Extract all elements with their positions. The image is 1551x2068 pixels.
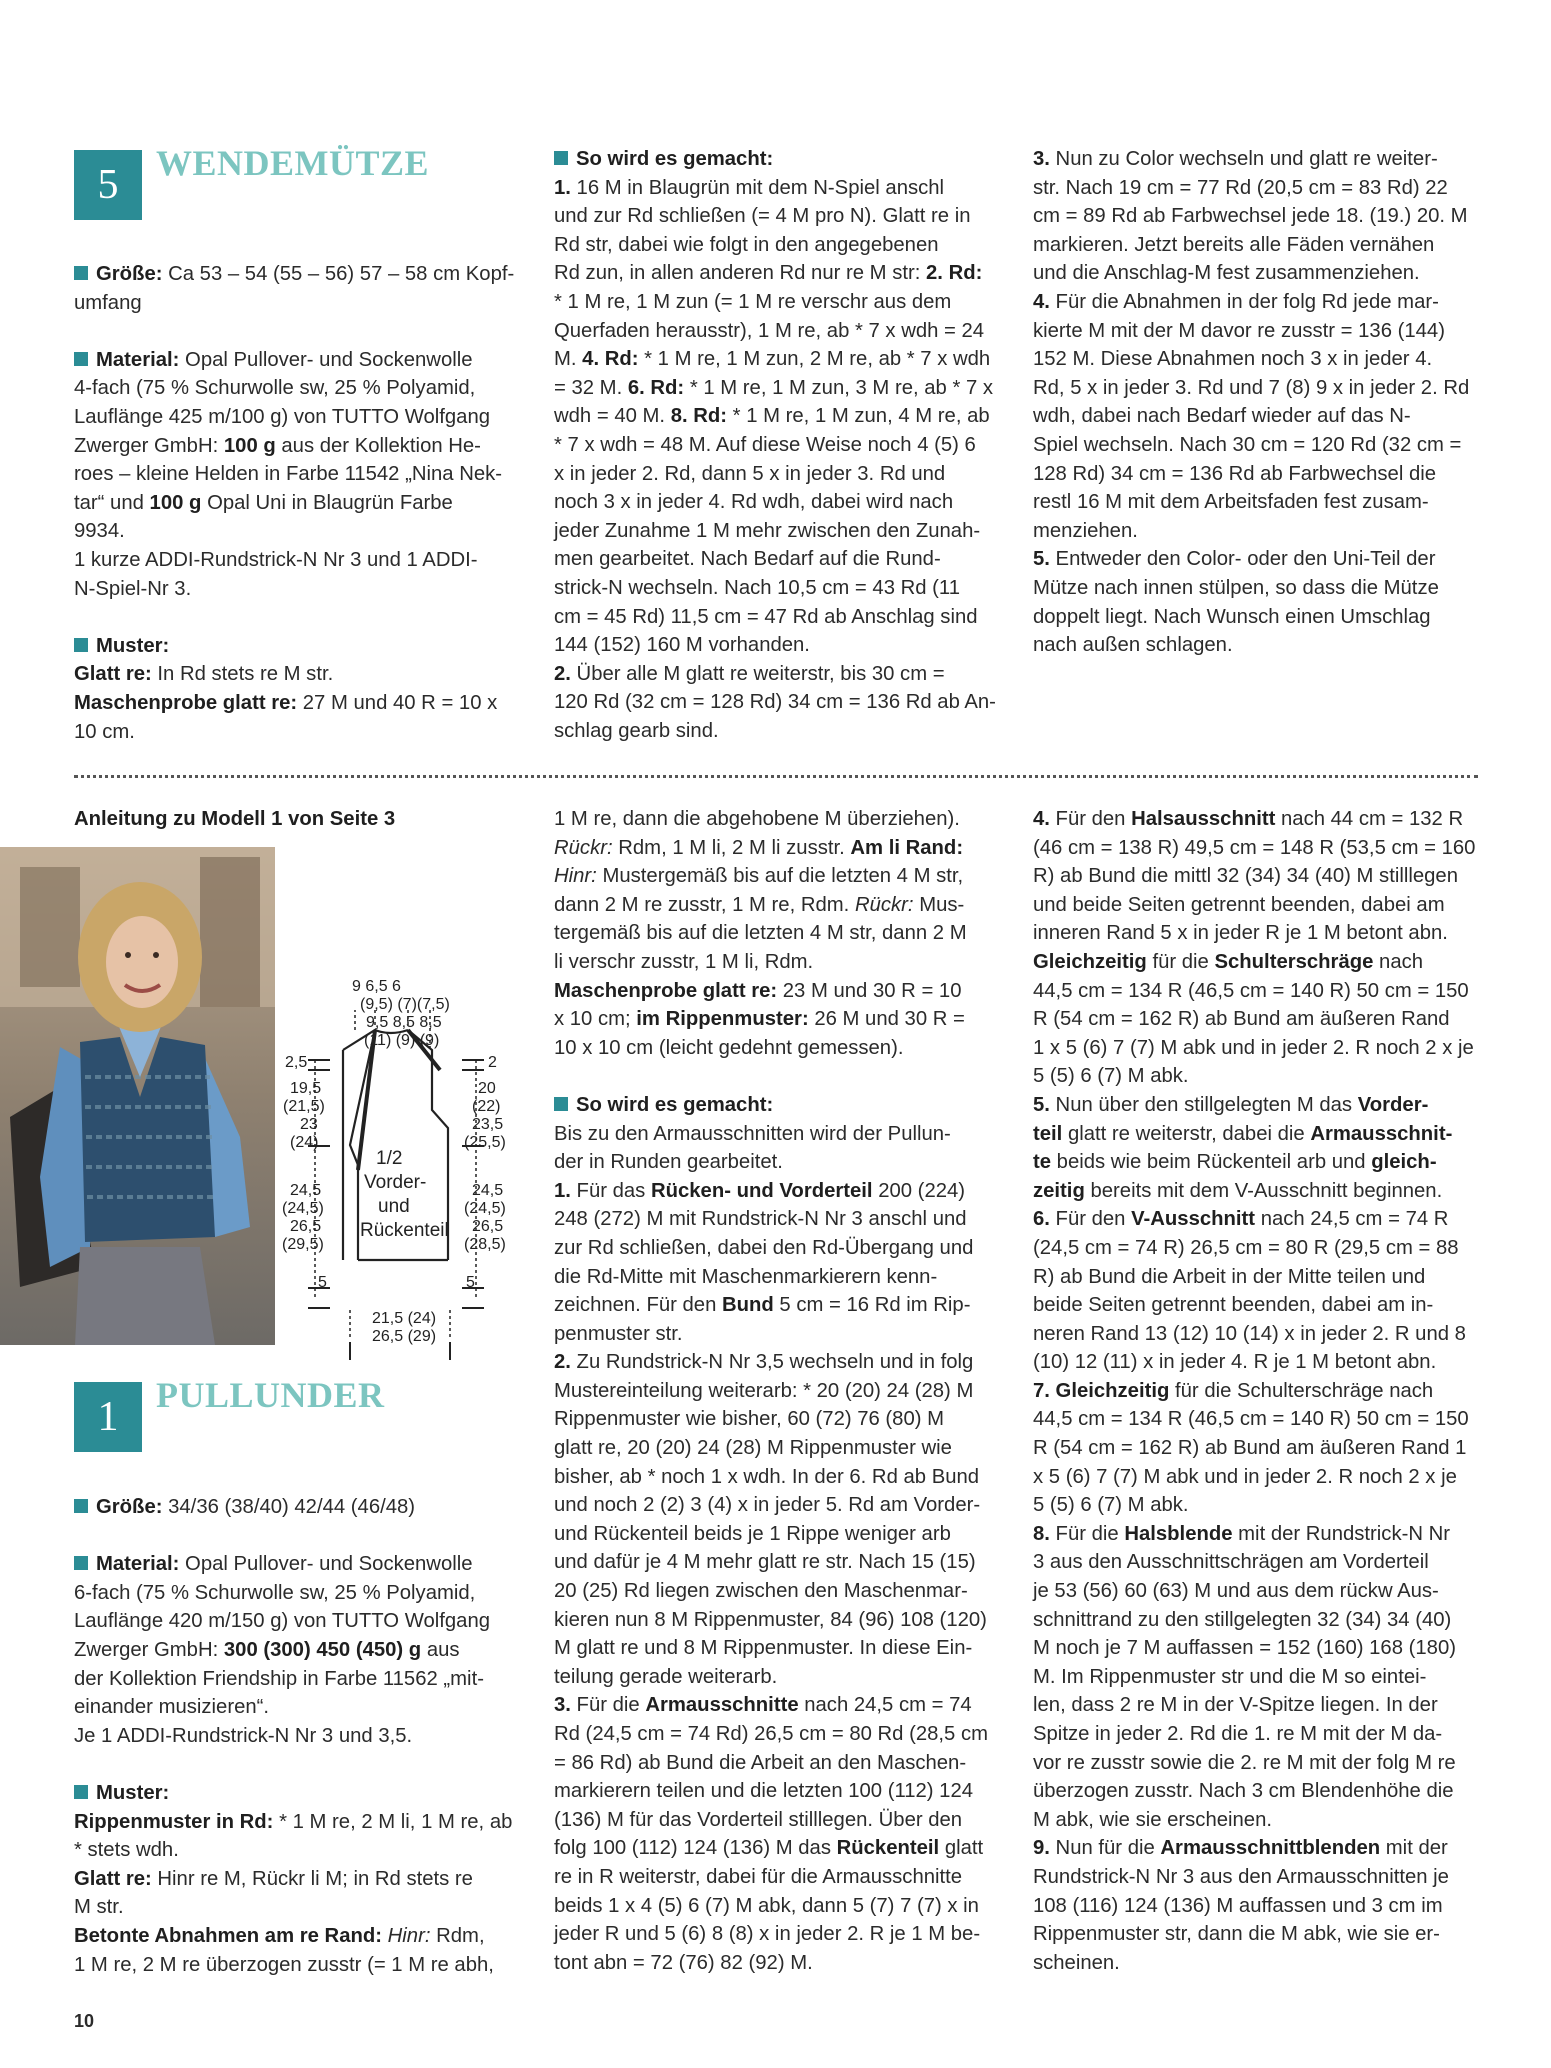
instruction-line: scheinen. bbox=[1033, 1951, 1120, 1974]
instruction-line: jeder R und 5 (6) 8 (8) x in jeder 2. R je 1 M be- bbox=[554, 1923, 981, 1946]
model1-instructions-part1 bbox=[554, 805, 1002, 1977]
instruction-line: und dafür je 4 M mehr glatt re str. Nach 15 (15) bbox=[554, 1551, 976, 1574]
instruction-line: neren Rand 13 (12) 10 (14) x in jeder 2. R und 8 bbox=[1033, 1322, 1466, 1345]
instruction-line: li verschr zusstr, 1 M li, Rdm. bbox=[554, 950, 814, 973]
instruction-line: Maschenprobe glatt re: 23 M und 30 R = 10 bbox=[554, 979, 962, 1002]
instruction-line: So wird es gemacht: bbox=[554, 1091, 1002, 1120]
instruction-line: und zur Rd schließen (= 4 M pro N). Glatt re in bbox=[554, 205, 971, 228]
instruction-line: = 32 M. 6. Rd: * 1 M re, 1 M zun, 3 M re, ab * 7 x bbox=[554, 376, 994, 399]
model1-glatt: Glatt re: Hinr re M, Rückr li M; in Rd stets re bbox=[74, 1867, 473, 1890]
instruction-line: Mütze nach innen stülpen, so dass die Mütze bbox=[1033, 576, 1439, 599]
instruction-line: glatt re, 20 (20) 24 (28) M Rippenmuster wie bbox=[554, 1437, 952, 1460]
instruction-line: Rd, 5 x in jeder 3. Rd und 7 (8) 9 x in jeder 2. Rd bbox=[1033, 376, 1470, 399]
schema-right-measure: (24,5) bbox=[464, 1200, 506, 1217]
model1-rib-cont: * stets wdh. bbox=[74, 1839, 179, 1862]
model1-material-line: der Kollektion Friendship in Farbe 11562 „mit- bbox=[74, 1667, 484, 1690]
bullet-square-icon bbox=[74, 638, 88, 652]
model1-col2 bbox=[554, 805, 1002, 1977]
model1-col3 bbox=[1033, 805, 1479, 1977]
schema-right-measure: 26,5 bbox=[472, 1218, 504, 1235]
instruction-line: 5. Nun über den stillgelegten M das Vorder- bbox=[1033, 1093, 1429, 1116]
schema-center-label: 1/2 bbox=[376, 1148, 403, 1169]
model5-size-cont: umfang bbox=[74, 291, 142, 314]
model5-gauge: Maschenprobe glatt re: 27 M und 40 R = 10 x bbox=[74, 691, 498, 714]
model-photo bbox=[0, 847, 275, 1345]
model5-material-line: N-Spiel-Nr 3. bbox=[74, 577, 192, 600]
instruction-line: 5. Entweder den Color- oder den Uni-Teil der bbox=[1033, 548, 1436, 571]
instruction-line: Rippenmuster wie bisher, 60 (72) 76 (80) M bbox=[554, 1408, 945, 1431]
schema-center-label: und bbox=[378, 1196, 410, 1217]
instruction-line: M glatt re und 8 M Rippenmuster. In diese Ein- bbox=[554, 1637, 973, 1660]
model5-pattern-heading: Muster: bbox=[74, 632, 520, 661]
instruction-line: Spitze in jeder 2. Rd die 1. re M mit der M da- bbox=[1033, 1723, 1443, 1745]
schema-bottom-measure: 21,5 (24) bbox=[372, 1310, 437, 1327]
schema-right-measure: (28,5) bbox=[464, 1236, 506, 1253]
model1-reference: Anleitung zu Modell 1 von Seite 3 bbox=[74, 808, 396, 830]
schema-left-measure: (24) bbox=[290, 1134, 319, 1151]
instruction-line: 152 M. Diese Abnahmen noch 3 x in jeder 4. bbox=[1033, 348, 1433, 371]
instruction-line: 4. Für die Abnahmen in der folg Rd jede mar- bbox=[1033, 290, 1439, 313]
instruction-line: markierern teilen und die letzten 100 (112) 124 bbox=[554, 1780, 974, 1803]
instruction-line: dann 2 M re zusstr, 1 M re, Rdm. Rückr: Mus- bbox=[554, 893, 965, 916]
instruction-line: die Rd-Mitte mit Maschenmarkierern kenn- bbox=[554, 1265, 938, 1288]
model5-instructions-part1 bbox=[554, 174, 1002, 746]
instruction-line: 3 aus den Ausschnittschrägen am Vorderteil bbox=[1033, 1551, 1429, 1574]
instruction-line: M. 4. Rd: * 1 M re, 1 M zun, 2 M re, ab * 7 x wdh bbox=[554, 348, 991, 371]
schema-left-measure: 23 bbox=[300, 1116, 318, 1133]
instruction-line: 7. Gleichzeitig für die Schulterschräge nach bbox=[1033, 1379, 1434, 1402]
schema-left-measure: (29,5) bbox=[282, 1236, 324, 1253]
model1-glatt-cont: M str. bbox=[74, 1896, 124, 1919]
schema-right-measure: 20 bbox=[478, 1080, 496, 1097]
instruction-line: Mustereinteilung weiterarb: * 20 (20) 24 (28) M bbox=[554, 1379, 974, 1402]
instruction-line: R (54 cm = 162 R) ab Bund am äußeren Rand bbox=[1033, 1008, 1450, 1031]
model5-material: Material: Opal Pullover- und Sockenwolle bbox=[74, 346, 520, 375]
model1-material: Material: Opal Pullover- und Sockenwolle bbox=[74, 1550, 520, 1579]
instruction-line: bisher, ab * noch 1 x wdh. In der 6. Rd ab Bund bbox=[554, 1465, 980, 1488]
instruction-line: Rd str, dabei wie folgt in den angegebenen bbox=[554, 233, 939, 256]
instruction-line: wdh = 40 M. 8. Rd: * 1 M re, 1 M zun, 4 M re, ab bbox=[554, 405, 990, 428]
instruction-line: und beide Seiten getrennt beenden, dabei am bbox=[1033, 893, 1445, 916]
instruction-line: Rückr: Rdm, 1 M li, 2 M li zusstr. Am li Rand: bbox=[554, 836, 964, 859]
instruction-line: überzogen zusstr. Nach 3 cm Blendenhöhe die bbox=[1033, 1780, 1454, 1803]
instruction-line: teilung gerade weiterarb. bbox=[554, 1665, 778, 1688]
model1-decrease: Betonte Abnahmen am re Rand: Hinr: Rdm, bbox=[74, 1924, 485, 1947]
instruction-line: Spiel wechseln. Nach 30 cm = 120 Rd (32 cm = bbox=[1033, 433, 1462, 456]
model1-material-line: Lauflänge 420 m/150 g) von TUTTO Wolfgang bbox=[74, 1610, 491, 1633]
model5-title: WENDEMÜTZE bbox=[156, 143, 430, 183]
schema-left-measure: 2,5 bbox=[285, 1054, 308, 1071]
model1-instructions-part2 bbox=[1033, 805, 1479, 1977]
instruction-line: penmuster str. bbox=[554, 1322, 683, 1345]
instruction-line: doppelt liegt. Nach Wunsch einen Umschlag bbox=[1033, 605, 1431, 628]
instruction-line: Bis zu den Armausschnitten wird der Pullun- bbox=[554, 1122, 951, 1145]
instruction-line: vor re zusstr sowie die 2. re M mit der folg M re bbox=[1033, 1751, 1456, 1774]
instruction-line: restl 16 M mit dem Arbeitsfaden fest zusam- bbox=[1033, 491, 1429, 514]
model5-instructions-part2 bbox=[1033, 145, 1479, 660]
schema-top-measure: 9 6,5 6 bbox=[352, 978, 401, 995]
schema-right-measure: 24,5 bbox=[472, 1182, 504, 1199]
model5-material-line: Lauflänge 425 m/100 g) von TUTTO Wolfgang bbox=[74, 405, 491, 428]
instruction-line: jeder Zunahme 1 M mehr zwischen den Zunah- bbox=[554, 519, 981, 542]
instruction-line: 5 (5) 6 (7) M abk. bbox=[1033, 1494, 1189, 1517]
instruction-line: 9. Nun für die Armausschnittblenden mit der bbox=[1033, 1837, 1448, 1860]
schema-left-measure: 5 bbox=[318, 1274, 327, 1291]
instruction-line: 144 (152) 160 M vorhanden. bbox=[554, 634, 810, 657]
model5-material-line: tar“ und 100 g Opal Uni in Blaugrün Farbe bbox=[74, 491, 453, 514]
instruction-line: str. Nach 19 cm = 77 Rd (20,5 cm = 83 Rd) 22 bbox=[1033, 176, 1448, 199]
model1-number-badge: 1 bbox=[74, 1382, 142, 1452]
schema-bottom-measure: 26,5 (29) bbox=[372, 1328, 437, 1345]
schema-right-measure: (22) bbox=[472, 1098, 501, 1115]
instruction-line: R) ab Bund die Arbeit in der Mitte teilen und bbox=[1033, 1265, 1426, 1288]
instruction-line: 1. 16 M in Blaugrün mit dem N-Spiel anschl bbox=[554, 176, 945, 199]
instruction-line: und noch 2 (2) 3 (4) x in jeder 5. Rd am Vorder- bbox=[554, 1494, 981, 1517]
schema-left-measure: (24,5) bbox=[282, 1200, 324, 1217]
instruction-line: cm = 45 Rd) 11,5 cm = 47 Rd ab Anschlag sind bbox=[554, 605, 978, 628]
schema-right-measure: 23,5 bbox=[472, 1116, 504, 1133]
instruction-line: und die Anschlag-M fest zusammenziehen. bbox=[1033, 262, 1420, 285]
instruction-line: 1 x 5 (6) 7 (7) M abk und in jeder 2. R noch 2 x je bbox=[1033, 1036, 1474, 1059]
bullet-square-icon bbox=[74, 1556, 88, 1570]
schema-top-measure: (11) (9) (9) bbox=[364, 1032, 440, 1049]
instruction-line: M noch je 7 M auffassen = 152 (160) 168 (180) bbox=[1033, 1637, 1456, 1660]
instruction-line bbox=[554, 1062, 1002, 1091]
instruction-line: R) ab Bund die mittl 32 (34) 34 (40) M stilllegen bbox=[1033, 865, 1458, 888]
model1-rib: Rippenmuster in Rd: * 1 M re, 2 M li, 1 M re, ab bbox=[74, 1810, 513, 1833]
schema-right-measure: 2 bbox=[488, 1054, 497, 1071]
instruction-line: inneren Rand 5 x in jeder R je 1 M betont abn. bbox=[1033, 922, 1448, 945]
pattern-schematic bbox=[280, 970, 520, 1360]
model5-col2 bbox=[554, 145, 1002, 745]
schema-top-measure: 9,5 8,5 8,5 bbox=[366, 1014, 442, 1031]
instruction-line: (10) 12 (11) x in jeder 4. R je 1 M betont abn. bbox=[1033, 1351, 1437, 1374]
instruction-line: 20 (25) Rd liegen zwischen den Maschenmar- bbox=[554, 1580, 968, 1603]
instruction-line: 4. Für den Halsausschnitt nach 44 cm = 132 R bbox=[1033, 808, 1464, 830]
instruction-line: 3. Für die Armausschnitte nach 24,5 cm = 74 bbox=[554, 1694, 972, 1717]
instruction-line: 44,5 cm = 134 R (46,5 cm = 140 R) 50 cm = 150 bbox=[1033, 979, 1469, 1002]
schema-left-measure: 26,5 bbox=[290, 1218, 322, 1235]
model5-number-badge: 5 bbox=[74, 150, 142, 220]
instruction-line: 44,5 cm = 134 R (46,5 cm = 140 R) 50 cm = 150 bbox=[1033, 1408, 1469, 1431]
model1-material-line: Je 1 ADDI-Rundstrick-N Nr 3 und 3,5. bbox=[74, 1724, 413, 1747]
instruction-line: 3. Nun zu Color wechseln und glatt re weiter- bbox=[1033, 148, 1438, 170]
instruction-line: = 86 Rd) ab Bund die Arbeit an den Maschen- bbox=[554, 1751, 967, 1774]
instruction-line: 6. Für den V-Ausschnitt nach 24,5 cm = 74 R bbox=[1033, 1208, 1449, 1231]
instruction-line: je 53 (56) 60 (63) M und aus dem rückw Aus- bbox=[1033, 1580, 1439, 1603]
schema-center-label: Vorder- bbox=[364, 1172, 427, 1193]
instruction-line: schlag gearb sind. bbox=[554, 719, 719, 742]
model1-material-line: 6-fach (75 % Schurwolle sw, 25 % Polyamid, bbox=[74, 1581, 476, 1604]
instruction-line: Rd zun, in allen anderen Rd nur re M str: 2. Rd: bbox=[554, 262, 983, 285]
instruction-line: (24,5 cm = 74 R) 26,5 cm = 80 R (29,5 cm = 88 bbox=[1033, 1236, 1459, 1259]
model5-col1 bbox=[74, 260, 520, 746]
schema-top-measure: (9,5) (7)(7,5) bbox=[360, 996, 450, 1013]
instruction-line: te beids wie beim Rückenteil arb und gleich- bbox=[1033, 1151, 1437, 1174]
instruction-line: x 5 (6) 7 (7) M abk und in jeder 2. R noch 2 x je bbox=[1033, 1465, 1457, 1488]
instruction-line: (136) M für das Vorderteil stilllegen. Über den bbox=[554, 1808, 963, 1831]
model1-decrease-cont: 1 M re, 2 M re überzogen zusstr (= 1 M re abh, bbox=[74, 1953, 494, 1976]
instruction-line: kieren nun 8 M Rippenmuster, 84 (96) 108 (120) bbox=[554, 1608, 987, 1631]
bullet-square-icon bbox=[554, 151, 568, 165]
instruction-line: 1. Für das Rücken- und Vorderteil 200 (224) bbox=[554, 1179, 966, 1202]
model5-how-heading: So wird es gemacht: bbox=[554, 145, 1002, 174]
bullet-square-icon bbox=[74, 1499, 88, 1513]
instruction-line: (46 cm = 138 R) 49,5 cm = 148 R (53,5 cm = 160 bbox=[1033, 836, 1476, 859]
instruction-line: re in R weiterstr, dabei für die Armausschnitte bbox=[554, 1865, 963, 1888]
instruction-line: x in jeder 2. Rd, dann 5 x in jeder 3. Rd und bbox=[554, 462, 946, 485]
page-number: 10 bbox=[74, 2011, 95, 2031]
model5-material-line: 1 kurze ADDI-Rundstrick-N Nr 3 und 1 ADDI- bbox=[74, 548, 478, 571]
instruction-line: wdh, dabei nach Bedarf wieder auf das N- bbox=[1033, 405, 1411, 428]
instruction-line: noch 3 x in jeder 4. Rd wdh, dabei wird nach bbox=[554, 491, 954, 514]
instruction-line: 2. Über alle M glatt re weiterstr, bis 30 cm = bbox=[554, 662, 945, 685]
instruction-line: beids 1 x 4 (5) 6 (7) M abk, dann 5 (7) 7 (7) x in bbox=[554, 1894, 979, 1917]
instruction-line: R (54 cm = 162 R) ab Bund am äußeren Rand 1 bbox=[1033, 1437, 1467, 1460]
instruction-line: 5 (5) 6 (7) M abk. bbox=[1033, 1065, 1189, 1088]
instruction-line: 120 Rd (32 cm = 128 Rd) 34 cm = 136 Rd ab An- bbox=[554, 691, 996, 714]
instruction-line: x 10 cm; im Rippenmuster: 26 M und 30 R = bbox=[554, 1008, 965, 1031]
instruction-line: der in Runden gearbeitet. bbox=[554, 1151, 783, 1174]
instruction-line: menziehen. bbox=[1033, 519, 1138, 542]
instruction-line: strick-N wechseln. Nach 10,5 cm = 43 Rd (11 bbox=[554, 576, 960, 599]
instruction-line: Gleichzeitig für die Schulterschräge nach bbox=[1033, 950, 1424, 973]
model1-material-line: einander musizieren“. bbox=[74, 1696, 270, 1719]
instruction-line: Querfaden herausstr), 1 M re, ab * 7 x wdh = 24 bbox=[554, 319, 985, 342]
instruction-line: und Rückenteil beids je 1 Rippe weniger arb bbox=[554, 1522, 951, 1545]
model5-material-line: Zwerger GmbH: 100 g aus der Kollektion He- bbox=[74, 434, 481, 457]
instruction-line: M. Im Rippenmuster str und die M so eintei- bbox=[1033, 1665, 1427, 1688]
instruction-line: 8. Für die Halsblende mit der Rundstrick-N Nr bbox=[1033, 1522, 1451, 1545]
model1-size: Größe: 34/36 (38/40) 42/44 (46/48) bbox=[74, 1493, 520, 1522]
instruction-line: kierte M mit der M davor re zusstr = 136 (144) bbox=[1033, 319, 1445, 342]
instruction-line: Hinr: Mustergemäß bis auf die letzten 4 M str, bbox=[554, 865, 964, 888]
schema-center-label: Rückenteil bbox=[360, 1220, 449, 1241]
instruction-line: beide Seiten getrennt beenden, dabei am in- bbox=[1033, 1294, 1434, 1317]
schema-right-measure: 5 bbox=[466, 1274, 475, 1291]
instruction-line: tergemäß bis auf die letzten 4 M str, dann 2 M bbox=[554, 922, 967, 945]
instruction-line: 128 Rd) 34 cm = 136 Rd ab Farbwechsel die bbox=[1033, 462, 1437, 485]
instruction-line: schnittrand zu den stillgelegten 32 (34) 34 (40) bbox=[1033, 1608, 1452, 1631]
model5-material-line: roes – kleine Helden in Farbe 11542 „Nina Nek- bbox=[74, 463, 503, 486]
instruction-line: M abk, wie sie erscheinen. bbox=[1033, 1808, 1272, 1831]
bullet-square-icon bbox=[74, 1785, 88, 1799]
instruction-line: cm = 89 Rd ab Farbwechsel jede 18. (19.) 20. M bbox=[1033, 205, 1468, 228]
instruction-line: 248 (272) M mit Rundstrick-N Nr 3 anschl und bbox=[554, 1208, 967, 1231]
model5-material-line: 9934. bbox=[74, 520, 125, 543]
instruction-line: len, dass 2 re M in der V-Spitze liegen. In der bbox=[1033, 1694, 1438, 1717]
schema-left-measure: 19,5 bbox=[290, 1080, 322, 1097]
instruction-line: Rundstrick-N Nr 3 aus den Armausschnitten je bbox=[1033, 1865, 1449, 1888]
model5-gauge-cont: 10 cm. bbox=[74, 720, 135, 743]
model1-material-line: Zwerger GmbH: 300 (300) 450 (450) g aus bbox=[74, 1638, 460, 1661]
model1-pattern-heading: Muster: bbox=[74, 1779, 520, 1808]
instruction-line: tont abn = 72 (76) 82 (92) M. bbox=[554, 1951, 813, 1974]
model5-col3 bbox=[1033, 145, 1479, 660]
instruction-line: zeitig bereits mit dem V-Ausschnitt beginnen. bbox=[1033, 1179, 1443, 1202]
model5-glatt: Glatt re: In Rd stets re M str. bbox=[74, 663, 334, 686]
schema-right-measure: (25,5) bbox=[464, 1134, 506, 1151]
model1-title: PULLUNDER bbox=[156, 1375, 385, 1415]
instruction-line: teil glatt re weiterstr, dabei die Armausschnit- bbox=[1033, 1122, 1453, 1145]
instruction-line: Rippenmuster str, dann die M abk, wie sie er- bbox=[1033, 1923, 1440, 1946]
instruction-line: markieren. Jetzt bereits alle Fäden vernähen bbox=[1033, 233, 1435, 256]
instruction-line: 2. Zu Rundstrick-N Nr 3,5 wechseln und in folg bbox=[554, 1351, 974, 1374]
instruction-line: 108 (116) 124 (136) M auffassen und 3 cm im bbox=[1033, 1894, 1443, 1917]
instruction-line: nach außen schlagen. bbox=[1033, 634, 1233, 657]
instruction-line: Rd (24,5 cm = 74 Rd) 26,5 cm = 80 Rd (28,5 cm bbox=[554, 1723, 988, 1745]
instruction-line: * 7 x wdh = 48 M. Auf diese Weise noch 4 (5) 6 bbox=[554, 433, 976, 456]
model5-material-line: 4-fach (75 % Schurwolle sw, 25 % Polyamid, bbox=[74, 377, 476, 400]
schema-left-measure: 24,5 bbox=[290, 1182, 322, 1199]
instruction-line: folg 100 (112) 124 (136) M das Rückenteil glatt bbox=[554, 1837, 984, 1860]
instruction-line: zur Rd schließen, dabei den Rd-Übergang und bbox=[554, 1236, 974, 1259]
model1-col1 bbox=[74, 1493, 520, 1979]
section-divider bbox=[74, 775, 1478, 778]
instruction-line: * 1 M re, 1 M zun (= 1 M re verschr aus dem bbox=[554, 290, 952, 313]
instruction-line: 1 M re, dann die abgehobene M überziehen). bbox=[554, 808, 960, 830]
model5-size: Größe: Ca 53 – 54 (55 – 56) 57 – 58 cm Kopf- bbox=[74, 260, 520, 289]
instruction-line: zeichnen. Für den Bund 5 cm = 16 Rd im Rip- bbox=[554, 1294, 971, 1317]
instruction-line: 10 x 10 cm (leicht gedehnt gemessen). bbox=[554, 1036, 904, 1059]
schema-left-measure: (21,5) bbox=[283, 1098, 325, 1115]
bullet-square-icon bbox=[74, 266, 88, 280]
bullet-square-icon bbox=[74, 352, 88, 366]
instruction-line: men gearbeitet. Nach Bedarf auf die Rund- bbox=[554, 548, 941, 571]
